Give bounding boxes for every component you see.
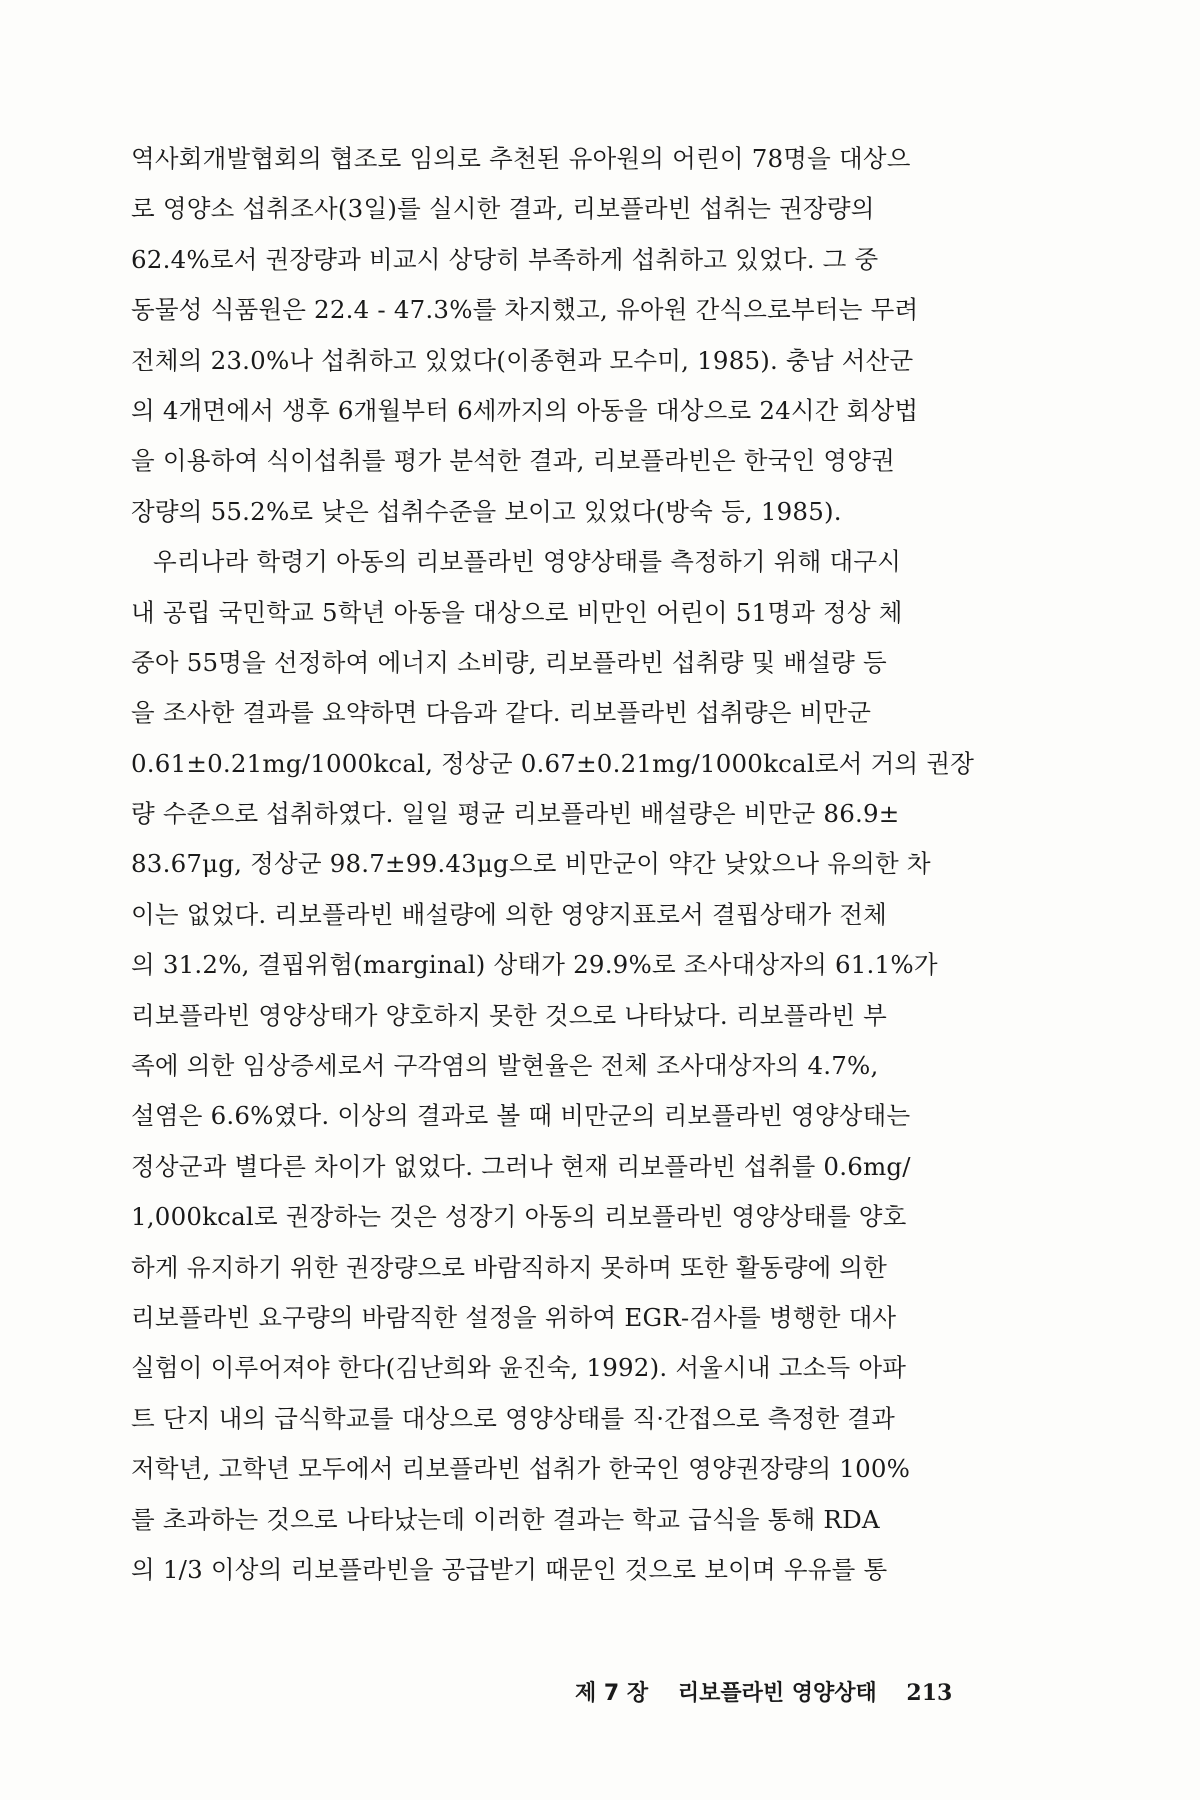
text-line: 하게 유지하기 위한 권장량으로 바람직하지 못하며 또한 활동량에 의한 (131, 1252, 888, 1282)
text-line: 설염은 6.6%였다. 이상의 결과로 볼 때 비만군의 리보플라빈 영양상태는 (131, 1101, 911, 1131)
text-line: 전체의 23.0%나 섭취하고 있었다(이종현과 모수미, 1985). 충남 서산군 (131, 345, 914, 375)
text-line: 83.67μg, 정상군 98.7±99.43μg으로 비만군이 약간 낮았으나 유의한 차 (131, 849, 931, 879)
text-line: 1,000kcal로 권장하는 것은 성장기 아동의 리보플라빈 영양상태를 양호 (131, 1202, 907, 1232)
text-line: 정상군과 별다른 차이가 없었다. 그러나 현재 리보플라빈 섭취를 0.6mg/ (131, 1151, 911, 1181)
text-line: 역사회개발협회의 협조로 임의로 추천된 유아원의 어린이 78명을 대상으 (131, 144, 911, 173)
text-line: 0.61±0.21mg/1000kcal, 정상군 0.67±0.21mg/1000kcal로서 거의 권장 (131, 748, 975, 778)
text-line: 을 조사한 결과를 요약하면 다음과 같다. 리보플라빈 섭취량은 비만군 (131, 698, 872, 728)
text-line: 리보플라빈 영양상태가 양호하지 못한 것으로 나타났다. 리보플라빈 부 (131, 1000, 888, 1030)
text-line: 이는 없었다. 리보플라빈 배설량에 의한 영양지표로서 결핍상태가 전체 (131, 899, 888, 929)
text-line: 트 단지 내의 급식학교를 대상으로 영양상태를 직·간접으로 측정한 결과 (131, 1403, 896, 1433)
text-line: 리보플라빈 요구량의 바람직한 설정을 위하여 EGR-검사를 병행한 대사 (131, 1302, 897, 1332)
text-line: 동물성 식품원은 22.4 - 47.3%를 차지했고, 유아원 간식으로부터는 무려 (131, 295, 919, 325)
text-line: 의 1/3 이상의 리보플라빈을 공급받기 때문인 것으로 보이며 우유를 통 (131, 1554, 888, 1584)
text-line: 량 수준으로 섭취하였다. 일일 평균 리보플라빈 배설량은 비만군 86.9± (131, 799, 900, 829)
page-number: 213 (906, 1680, 953, 1706)
text-line: 62.4%로서 권장량과 비교시 상당히 부족하게 섭취하고 있었다. 그 중 (131, 244, 879, 274)
text-line: 실험이 이루어져야 한다(김난희와 윤진숙, 1992). 서울시내 고소득 아파 (131, 1353, 907, 1383)
text-line: 내 공립 국민학교 5학년 아동을 대상으로 비만인 어린이 51명과 정상 체 (131, 597, 903, 627)
text-line: 의 31.2%, 결핍위험(marginal) 상태가 29.9%로 조사대상자의 61.1%가 (131, 950, 938, 980)
text-line: 을 이용하여 식이섭취를 평가 분석한 결과, 리보플라빈은 한국인 영양권 (131, 446, 896, 476)
body-text (131, 134, 1031, 1595)
running-footer (575, 1676, 995, 1707)
section-title: 리보플라빈 영양상태 (677, 1681, 877, 1706)
text-line: 장량의 55.2%로 낮은 섭취수준을 보이고 있었다(방숙 등, 1985). (131, 496, 842, 526)
text-line: 저학년, 고학년 모두에서 리보플라빈 섭취가 한국인 영양권장량의 100% (131, 1454, 911, 1484)
paragraph-start-line: 우리나라 학령기 아동의 리보플라빈 영양상태를 측정하기 위해 대구시 (153, 547, 902, 577)
text-line: 로 영양소 섭취조사(3일)를 실시한 결과, 리보플라빈 섭취는 권장량의 (131, 194, 875, 224)
text-line: 를 초과하는 것으로 나타났는데 이러한 결과는 학교 급식을 통해 RDA (131, 1504, 880, 1534)
text-line: 중아 55명을 선정하여 에너지 소비량, 리보플라빈 섭취량 및 배설량 등 (131, 647, 887, 677)
text-line: 의 4개면에서 생후 6개월부터 6세까지의 아동을 대상으로 24시간 회상법 (131, 395, 919, 425)
text-line: 족에 의한 임상증세로서 구각염의 발현율은 전체 조사대상자의 4.7%, (131, 1051, 879, 1081)
chapter-label: 제 7 장 (575, 1681, 649, 1706)
